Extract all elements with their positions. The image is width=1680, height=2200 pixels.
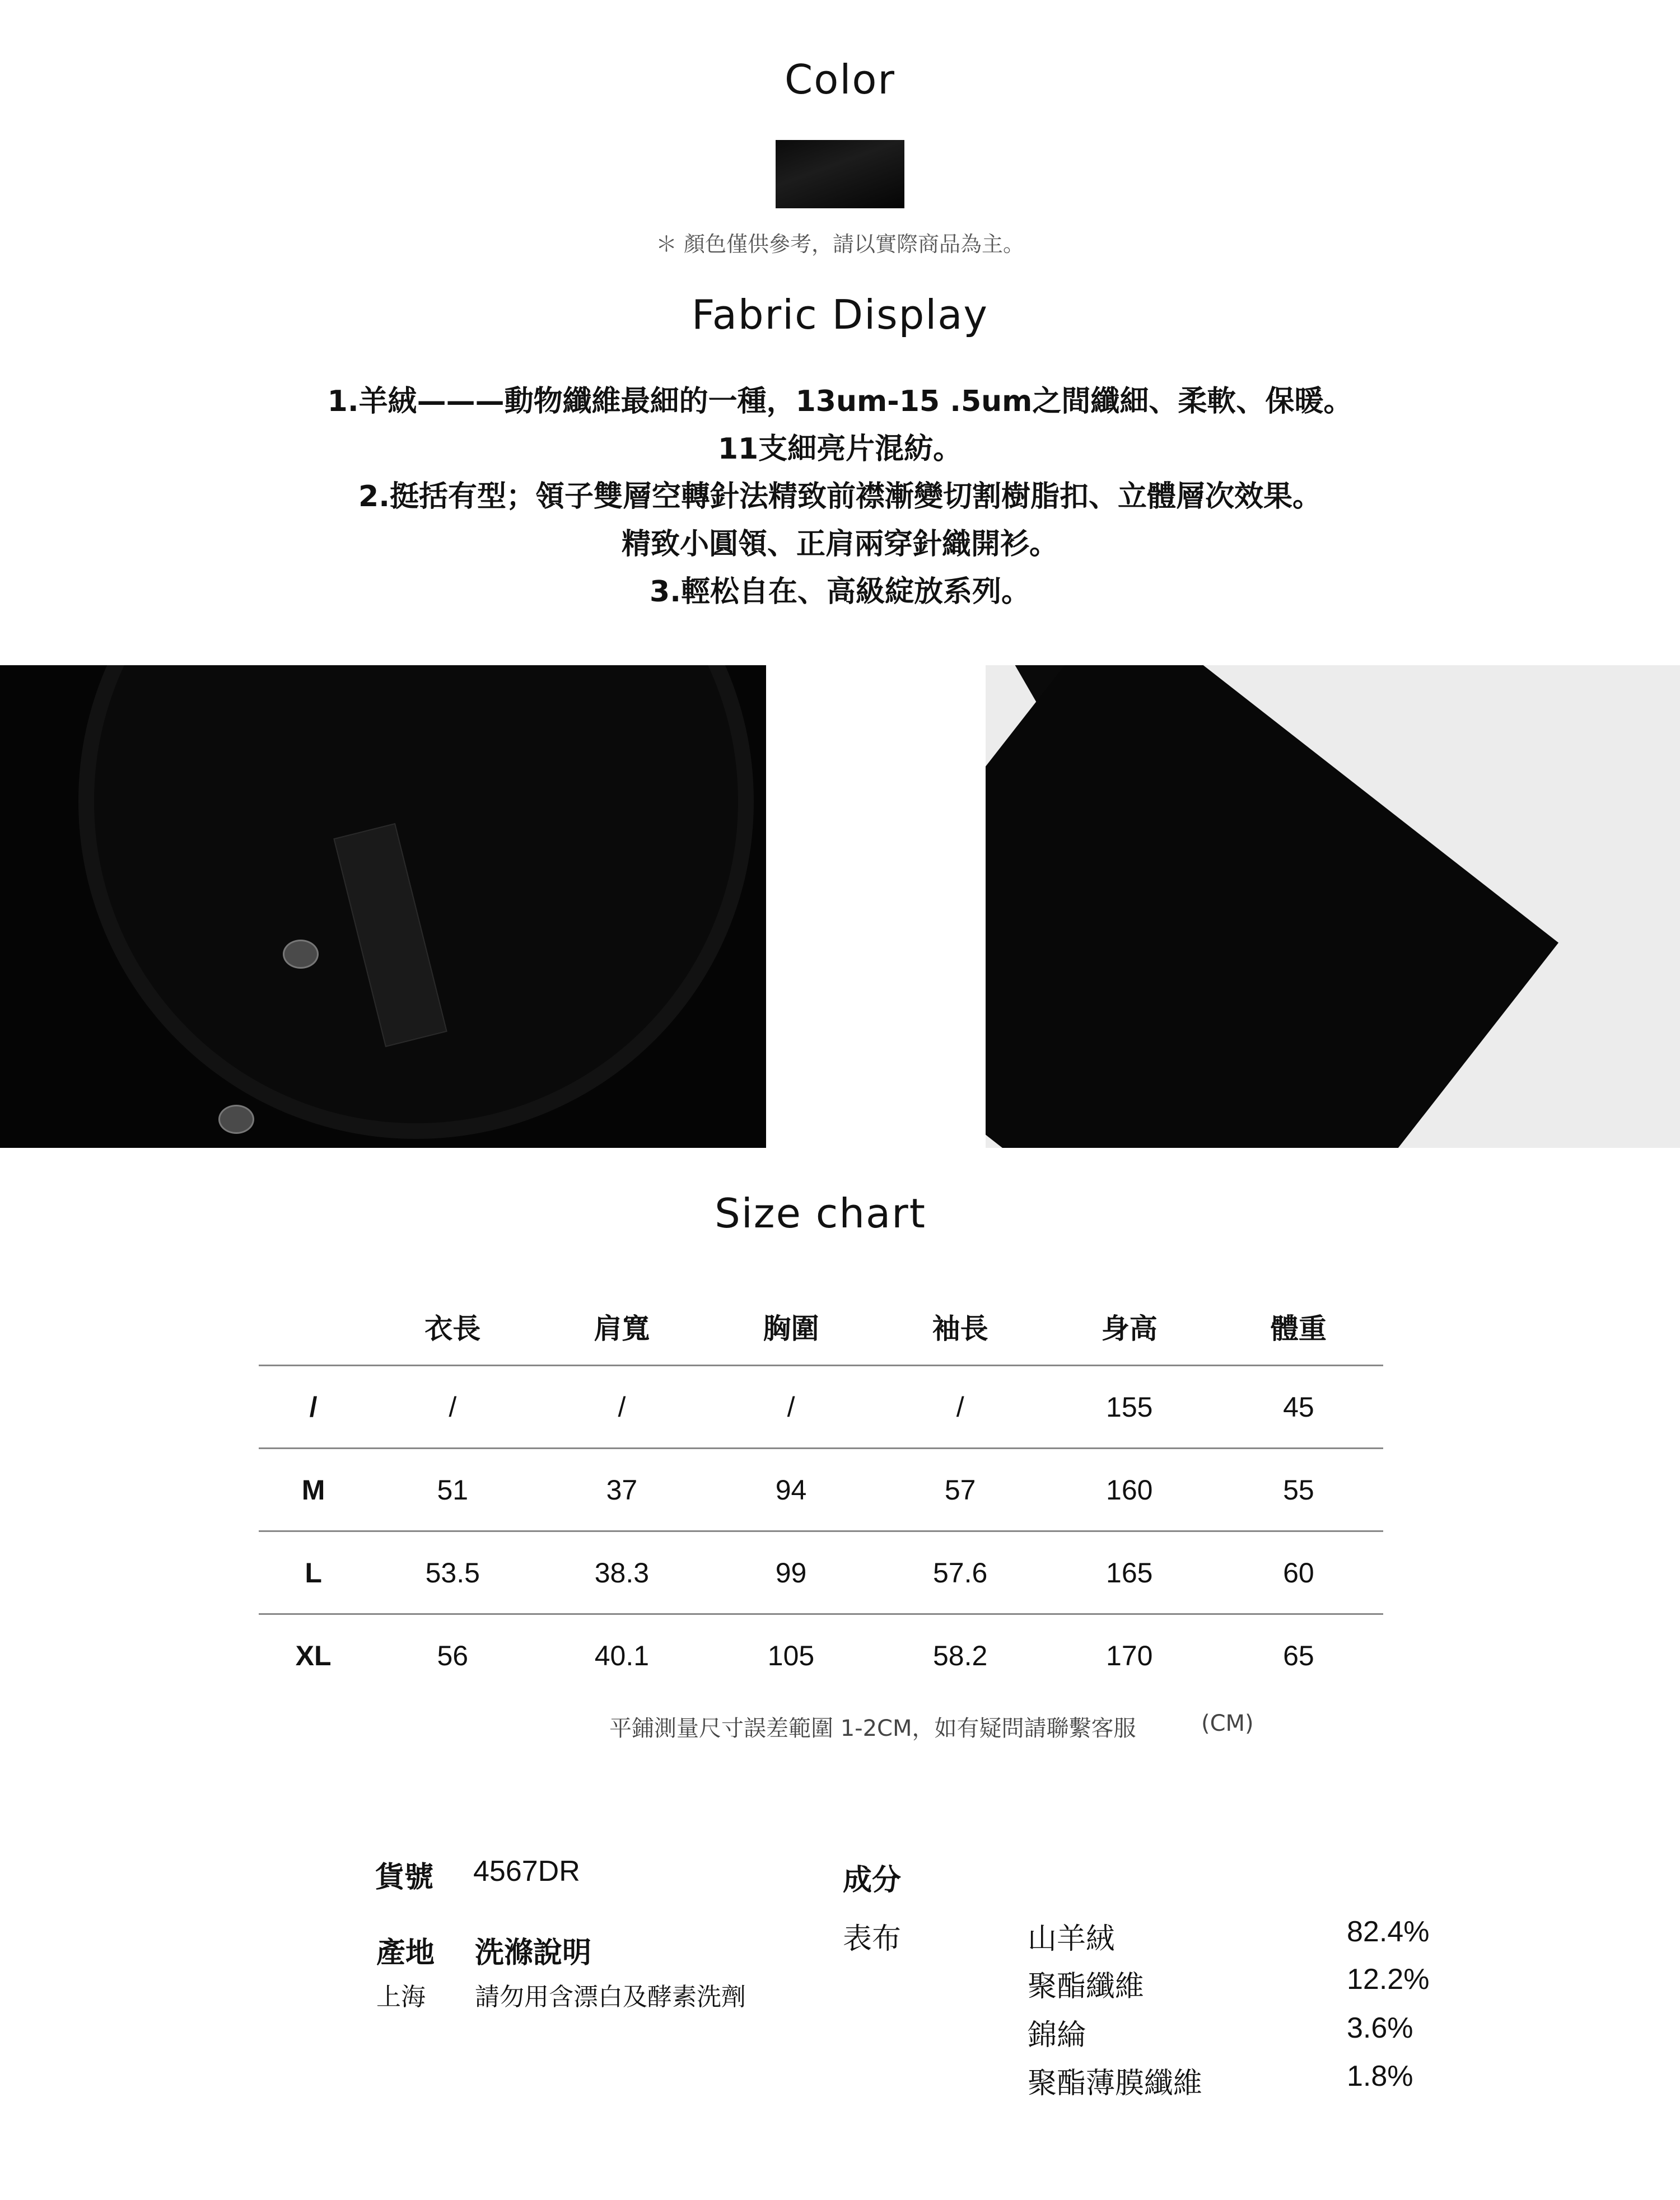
table-row xyxy=(259,1531,1383,1614)
header-cell: 身高 xyxy=(1101,1312,1158,1345)
table-cell: 165 xyxy=(1045,1531,1214,1614)
header-cell xyxy=(259,1288,368,1366)
fabric-description xyxy=(0,378,1680,616)
table-cell: 56 xyxy=(368,1614,537,1697)
table-cell: / xyxy=(876,1366,1045,1449)
material-name: 山羊絨 xyxy=(1028,1923,1116,1955)
collar-shape xyxy=(78,665,754,1139)
table-cell: 38.3 xyxy=(537,1531,706,1614)
material-name: 聚酯纖維 xyxy=(1028,1970,1145,2003)
table-cell: / xyxy=(537,1366,706,1449)
fabric-part-label: 表布 xyxy=(843,1923,902,1955)
table-row xyxy=(259,1614,1383,1697)
table-cell: 58.2 xyxy=(876,1614,1045,1697)
table-row xyxy=(259,1366,1383,1449)
table-cell: 155 xyxy=(1045,1366,1214,1449)
wash-label: 洗滌說明 xyxy=(475,1936,592,1970)
size-chart-unit: (CM) xyxy=(1201,1711,1254,1736)
fabric-line: 精致小圓領、正肩兩穿針織開衫。 xyxy=(621,527,1058,561)
collar-detail-photo xyxy=(0,665,766,1148)
composition-label: 成分 xyxy=(843,1863,902,1897)
fabric-title: Fabric Display xyxy=(691,291,989,338)
origin-label: 產地 xyxy=(376,1936,435,1970)
table-cell: 40.1 xyxy=(537,1614,706,1697)
color-note: ＊ 顏色僅供參考，請以實際商品為主。 xyxy=(655,232,1025,256)
material-percent: 3.6% xyxy=(1347,2012,1413,2044)
sleeve-detail-photo xyxy=(986,665,1680,1148)
cardigan-button xyxy=(218,1105,254,1134)
table-cell: 60 xyxy=(1214,1531,1383,1614)
table-cell: 65 xyxy=(1214,1614,1383,1697)
table-cell: 55 xyxy=(1214,1449,1383,1531)
sku-label: 貨號 xyxy=(375,1861,434,1894)
header-cell: 體重 xyxy=(1270,1312,1327,1345)
fabric-line: 3.輕松自在、高級綻放系列。 xyxy=(650,575,1030,609)
table-cell: 57 xyxy=(876,1449,1045,1531)
header-cell: 袖長 xyxy=(932,1312,988,1345)
table-cell: 105 xyxy=(706,1614,875,1697)
size-label: L xyxy=(259,1531,368,1614)
table-cell: 37 xyxy=(537,1449,706,1531)
material-percent: 12.2% xyxy=(1347,1963,1430,1996)
header-cell: 胸圍 xyxy=(763,1312,819,1345)
header-cell: 衣長 xyxy=(424,1312,481,1345)
table-cell: 99 xyxy=(706,1531,875,1614)
size-chart-table xyxy=(259,1288,1383,1696)
table-cell: 160 xyxy=(1045,1449,1214,1531)
table-cell: 53.5 xyxy=(368,1531,537,1614)
table-cell: 170 xyxy=(1045,1614,1214,1697)
table-cell: 51 xyxy=(368,1449,537,1531)
sleeve-shape xyxy=(986,665,1558,1148)
cardigan-button xyxy=(283,940,319,969)
fabric-line: 2.挺括有型；領子雙層空轉針法精致前襟漸變切割樹脂扣、立體層次效果。 xyxy=(358,480,1322,513)
wash-value: 請勿用含漂白及酵素洗劑 xyxy=(475,1983,746,2011)
size-label: XL xyxy=(259,1614,368,1697)
material-percent: 1.8% xyxy=(1347,2060,1413,2092)
sku-value: 4567DR xyxy=(473,1855,580,1888)
size-chart-note: 平鋪測量尺寸誤差範圍 1-2CM，如有疑問請聯繫客服 xyxy=(609,1716,1136,1741)
material-name: 聚酯薄膜纖維 xyxy=(1028,2067,1203,2100)
fabric-line: 11支細亮片混紡。 xyxy=(717,432,963,466)
fabric-line: 1.羊絨———動物纖維最細的一種，13um-15 .5um之間纖細、柔軟、保暖。 xyxy=(327,385,1353,418)
table-row xyxy=(259,1449,1383,1531)
table-cell: / xyxy=(706,1366,875,1449)
material-percent: 82.4% xyxy=(1347,1916,1430,1948)
table-cell: 57.6 xyxy=(876,1531,1045,1614)
table-cell: 94 xyxy=(706,1449,875,1531)
color-swatch-black[interactable] xyxy=(776,140,904,208)
color-title: Color xyxy=(785,56,895,103)
header-cell: 肩寬 xyxy=(594,1312,650,1345)
size-label: M xyxy=(259,1449,368,1531)
size-label: / xyxy=(259,1366,368,1449)
table-cell: / xyxy=(368,1366,537,1449)
table-cell: 45 xyxy=(1214,1366,1383,1449)
material-name: 錦綸 xyxy=(1028,2019,1086,2052)
size-chart-title: Size chart xyxy=(715,1190,926,1237)
size-chart-header-row xyxy=(259,1288,1383,1366)
origin-value: 上海 xyxy=(376,1983,426,2011)
